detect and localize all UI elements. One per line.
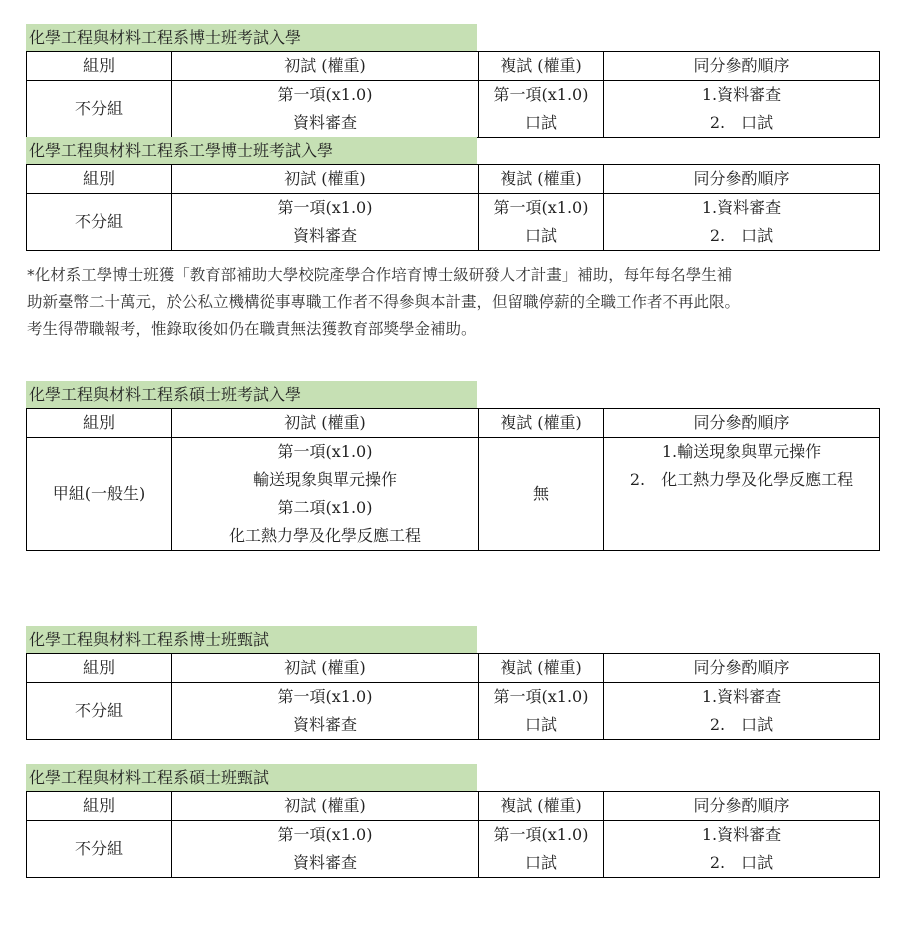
header-initial: 初試 (權重)	[172, 165, 479, 194]
group-cell: 不分組	[27, 683, 172, 740]
initial-cell	[172, 821, 479, 878]
header-tiebreak: 同分參酌順序	[604, 409, 880, 438]
header-initial: 初試 (權重)	[172, 409, 479, 438]
header-group: 組別	[27, 52, 172, 81]
initial-cell	[172, 194, 479, 251]
header-group: 組別	[27, 792, 172, 821]
table-row	[27, 821, 880, 878]
header-tiebreak: 同分參酌順序	[604, 792, 880, 821]
second-cell	[479, 194, 604, 251]
header-row	[27, 52, 880, 81]
exam-table	[26, 791, 880, 878]
initial-item: 第一項(x1.0)	[277, 687, 373, 706]
header-second: 複試 (權重)	[479, 409, 604, 438]
tiebreak-cell	[604, 438, 880, 551]
initial-item: 第一項(x1.0)	[277, 442, 373, 461]
second-cell	[479, 81, 604, 138]
header-group: 組別	[27, 654, 172, 683]
tiebreak-item: 1.資料審查	[701, 198, 782, 217]
second-cell	[479, 438, 604, 551]
second-item: 第一項(x1.0)	[493, 85, 589, 104]
group-cell: 不分組	[27, 81, 172, 138]
second-item: 口試	[524, 113, 557, 132]
header-row	[27, 792, 880, 821]
initial-item: 輸送現象與單元操作	[252, 470, 397, 489]
exam-table	[26, 653, 880, 740]
header-row	[27, 165, 880, 194]
table-row	[27, 438, 880, 551]
initial-cell	[172, 438, 479, 551]
tiebreak-cell	[604, 81, 880, 138]
group-cell: 不分組	[27, 194, 172, 251]
header-tiebreak: 同分參酌順序	[604, 654, 880, 683]
header-initial: 初試 (權重)	[172, 52, 479, 81]
table-title: 化學工程與材料工程系碩士班甄試	[26, 764, 477, 791]
second-item: 無	[532, 484, 549, 503]
tiebreak-item: 1.資料審查	[701, 687, 782, 706]
header-second: 複試 (權重)	[479, 654, 604, 683]
header-group: 組別	[27, 409, 172, 438]
header-row	[27, 654, 880, 683]
header-initial: 初試 (權重)	[172, 792, 479, 821]
exam-table	[26, 164, 880, 251]
second-item: 第一項(x1.0)	[493, 687, 589, 706]
second-item: 口試	[524, 853, 557, 872]
group-cell: 不分組	[27, 821, 172, 878]
initial-item: 資料審查	[292, 113, 357, 132]
tiebreak-item: 1.資料審查	[701, 825, 782, 844]
initial-cell	[172, 81, 479, 138]
second-cell	[479, 821, 604, 878]
header-tiebreak: 同分參酌順序	[604, 165, 880, 194]
initial-item: 資料審查	[292, 715, 357, 734]
header-row	[27, 409, 880, 438]
exam-table-masters-entrance	[26, 381, 879, 551]
exam-table-phd-recommendation	[26, 626, 879, 740]
second-item: 口試	[524, 715, 557, 734]
tiebreak-cell	[604, 683, 880, 740]
exam-table-engineering-phd-entrance	[26, 137, 879, 251]
tiebreak-item: 1.資料審查	[701, 85, 782, 104]
tiebreak-item: 2. 化工熱力學及化學反應工程	[629, 470, 854, 489]
second-cell	[479, 683, 604, 740]
initial-item: 化工熱力學及化學反應工程	[228, 526, 421, 545]
table-row	[27, 683, 880, 740]
tiebreak-item: 1.輸送現象與單元操作	[661, 442, 822, 461]
tiebreak-item: 2. 口試	[709, 113, 774, 132]
table-row	[27, 194, 880, 251]
tiebreak-cell	[604, 821, 880, 878]
initial-item: 資料審查	[292, 226, 357, 245]
tiebreak-item: 2. 口試	[709, 853, 774, 872]
exam-table-masters-recommendation	[26, 764, 879, 878]
second-item: 口試	[524, 226, 557, 245]
table-row	[27, 81, 880, 138]
initial-item: 資料審查	[292, 853, 357, 872]
second-item: 第一項(x1.0)	[493, 198, 589, 217]
initial-cell	[172, 683, 479, 740]
header-second: 複試 (權重)	[479, 165, 604, 194]
header-second: 複試 (權重)	[479, 52, 604, 81]
second-item: 第一項(x1.0)	[493, 825, 589, 844]
table-title: 化學工程與材料工程系工學博士班考試入學	[26, 137, 477, 164]
exam-table-phd-entrance	[26, 24, 879, 138]
note-line: 助新臺幣二十萬元，於公私立機構從事專職工作者不得參與本計畫，但留職停薪的全職工作者不再此限。	[27, 293, 741, 311]
tiebreak-item: 2. 口試	[709, 715, 774, 734]
group-cell: 甲組(一般生)	[27, 438, 172, 551]
tiebreak-cell	[604, 194, 880, 251]
subsidy-note	[27, 262, 877, 343]
header-tiebreak: 同分參酌順序	[604, 52, 880, 81]
table-title: 化學工程與材料工程系博士班考試入學	[26, 24, 477, 51]
table-title: 化學工程與材料工程系博士班甄試	[26, 626, 477, 653]
note-line: *化材系工學博士班獲「教育部補助大學校院產學合作培育博士級研發人才計畫」補助，每年每名學生補	[27, 266, 733, 284]
initial-item: 第一項(x1.0)	[277, 85, 373, 104]
exam-table	[26, 51, 880, 138]
header-group: 組別	[27, 165, 172, 194]
tiebreak-item: 2. 口試	[709, 226, 774, 245]
header-initial: 初試 (權重)	[172, 654, 479, 683]
exam-table	[26, 408, 880, 551]
initial-item: 第二項(x1.0)	[277, 498, 373, 517]
initial-item: 第一項(x1.0)	[277, 825, 373, 844]
note-line: 考生得帶職報考，惟錄取後如仍在職責無法獲教育部獎學金補助。	[27, 320, 477, 338]
initial-item: 第一項(x1.0)	[277, 198, 373, 217]
table-title: 化學工程與材料工程系碩士班考試入學	[26, 381, 477, 408]
header-second: 複試 (權重)	[479, 792, 604, 821]
